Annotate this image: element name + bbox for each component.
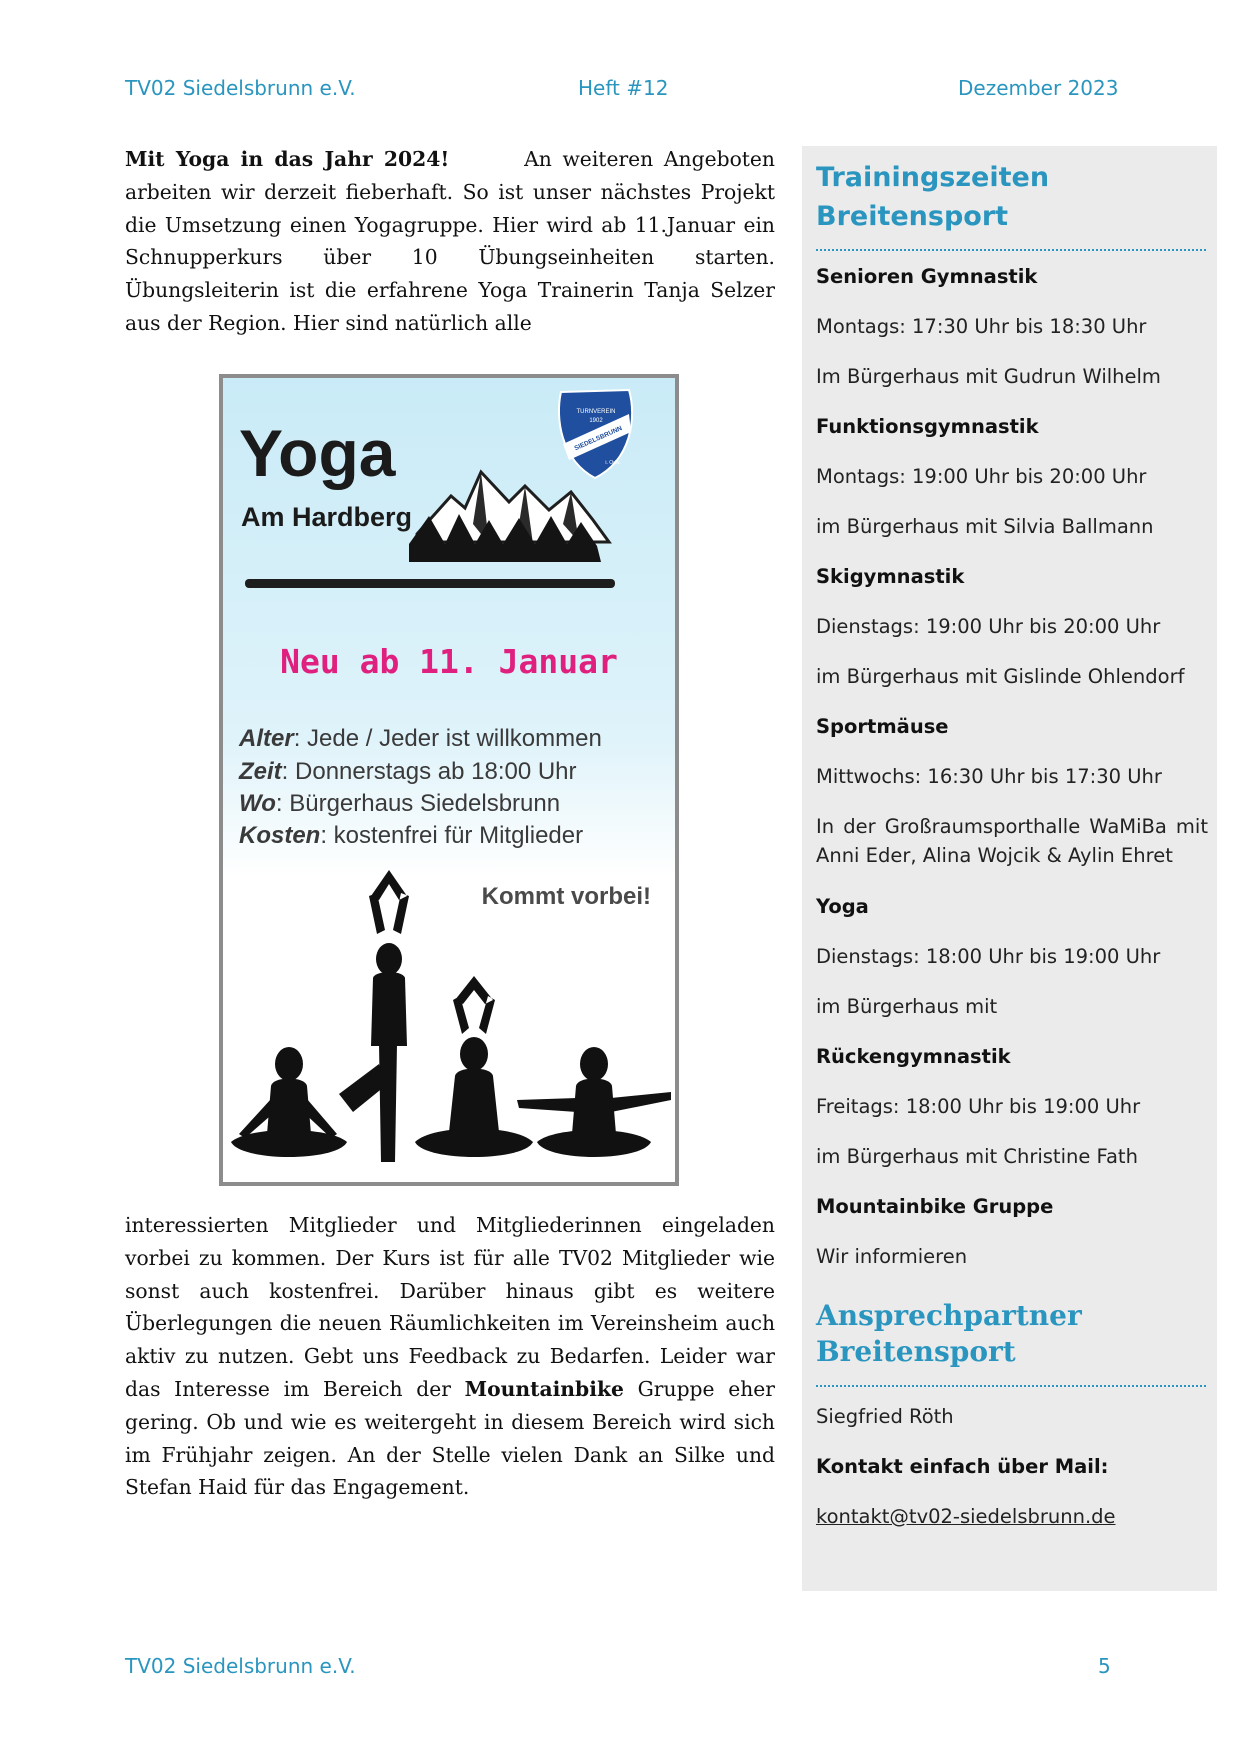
badge-year-text: 1902: [589, 418, 603, 424]
contact-mail-label: Kontakt einfach über Mail:: [816, 1455, 1109, 1478]
schedule-item-time: Mittwochs: 16:30 Uhr bis 17:30 Uhr: [816, 765, 1162, 788]
article-mountainbike-bold: Mountainbike: [464, 1376, 624, 1401]
schedule-item-name: Mountainbike Gruppe: [816, 1195, 1054, 1218]
contact-heading-line2: Breitensport: [816, 1335, 1016, 1368]
schedule-item-name: Skigymnastik: [816, 565, 965, 588]
schedule-item-name: Funktionsgymnastik: [816, 415, 1039, 438]
poster-where-value: : Bürgerhaus Siedelsbrunn: [275, 790, 561, 817]
poster-time-line: [238, 758, 577, 785]
poster-age-value: : Jede / Jeder ist willkommen: [293, 725, 602, 752]
poster-where-line: [239, 790, 560, 817]
schedule-item-name: Yoga: [816, 895, 869, 918]
poster-age-line: [238, 725, 602, 752]
contact-name: Siegfried Röth: [816, 1405, 954, 1428]
schedule-item-time: Montags: 17:30 Uhr bis 18:30 Uhr: [816, 315, 1147, 338]
sidebar-heading: [816, 158, 1049, 236]
sidebar-heading-line2: Breitensport: [816, 201, 1009, 232]
schedule-item-time: Dienstags: 18:00 Uhr bis 19:00 Uhr: [816, 945, 1161, 968]
article-continuation: [125, 1209, 775, 1504]
header-club-name: TV02 Siedelsbrunn e.V.: [125, 76, 356, 100]
article-title: Mit Yoga in das Jahr 2024!: [125, 147, 450, 171]
schedule-item-place: im Bürgerhaus mit: [816, 995, 998, 1018]
divider: [816, 249, 1206, 251]
schedule-item-place: im Bürgerhaus mit Gislinde Ohlendorf: [816, 665, 1185, 688]
poster-subtitle: Am Hardberg: [241, 502, 413, 532]
sidebar: [802, 146, 1217, 1591]
poster-title: Yoga: [239, 416, 396, 490]
poster-time-value: : Donnerstags ab 18:00 Uhr: [281, 758, 577, 785]
contact-email-link[interactable]: kontakt@tv02-siedelsbrunn.de: [816, 1505, 1116, 1528]
schedule-item-time: Dienstags: 19:00 Uhr bis 20:00 Uhr: [816, 615, 1161, 638]
article-intro: [125, 143, 775, 340]
brush-stroke: [245, 579, 615, 588]
footer-club-name: TV02 Siedelsbrunn e.V.: [125, 1654, 356, 1678]
badge-bottom-text: i. Odw.: [605, 460, 621, 466]
schedule-item-name: Senioren Gymnastik: [816, 265, 1038, 288]
poster-cost-line: [239, 822, 583, 849]
schedule-item-place: In der Großraumsporthalle WaMiBa mit Anni Eder, Alina Wojcik & Aylin Ehret: [816, 815, 1208, 867]
header-date: Dezember 2023: [958, 76, 1119, 100]
poster-cost-label: Kosten: [239, 822, 321, 849]
poster-age-label: Alter: [239, 725, 294, 752]
page-number: 5: [1098, 1654, 1111, 1678]
header-issue: Heft #12: [578, 76, 669, 100]
schedule-item-place: Im Bürgerhaus mit Gudrun Wilhelm: [816, 365, 1161, 388]
badge-name-text: SIEDELSBRUNN: [573, 425, 624, 453]
poster-cost-value: : kostenfrei für Mitglieder: [320, 822, 584, 849]
divider: [816, 1385, 1206, 1387]
poster-new-from: Neu ab 11. Januar: [280, 642, 618, 681]
schedule-item-name: Sportmäuse: [816, 715, 949, 738]
poster-where-label: Wo: [239, 790, 276, 817]
schedule-item-name: Rückengymnastik: [816, 1045, 1011, 1068]
yoga-poster: [219, 374, 679, 1186]
article-text-part1: An weiteren Angeboten arbeiten wir derzeit fieberhaft. So ist unser nächstes Projekt die Umsetzung einen Yogagruppe. Hier wird ab 11.Januar ein Schnupperkurs über 10 Übungseinheiten starten. Übungsleiterin ist die erfahrene Yoga Trainerin Tanja Selzer aus der Region. Hier sind natürlich alle: [125, 147, 775, 335]
schedule-item-time: Montags: 19:00 Uhr bis 20:00 Uhr: [816, 465, 1147, 488]
contact-heading-line1: Ansprechpartner: [816, 1299, 1082, 1332]
schedule-item-place: im Bürgerhaus mit Silvia Ballmann: [816, 515, 1154, 538]
poster-cta: Kommt vorbei!: [481, 883, 651, 910]
sidebar-heading-line1: Trainingszeiten: [816, 162, 1050, 193]
badge-top-text: TURNVEREIN: [576, 409, 616, 415]
article-text-part2a: interessierten Mitglieder und Mitgliederinnen eingeladen vorbei zu kommen. Der Kurs ist für alle TV02 Mitglieder wie sonst auch kostenfrei. Darüber hinaus gibt es weitere Überlegungen die neuen Räumlichkeiten im Vereinsheim auch aktiv zu nutzen. Gebt uns Feedback zu Bedarfen. Leider war das Interesse im Bereich der: [125, 1213, 775, 1401]
contact-heading: [816, 1298, 1082, 1370]
schedule-item-time: Freitags: 18:00 Uhr bis 19:00 Uhr: [816, 1095, 1141, 1118]
poster-time-label: Zeit: [239, 758, 282, 785]
schedule-item-info: Wir informieren: [816, 1245, 968, 1268]
article-text-part2b: Gruppe eher gering. Ob und wie es weitergeht in diesem Bereich wird sich im Frühjahr zeigen. An der Stelle vielen Dank an Silke und Stefan Haid für das Engagement.: [125, 1376, 775, 1500]
schedule-item-place: im Bürgerhaus mit Christine Fath: [816, 1145, 1138, 1168]
